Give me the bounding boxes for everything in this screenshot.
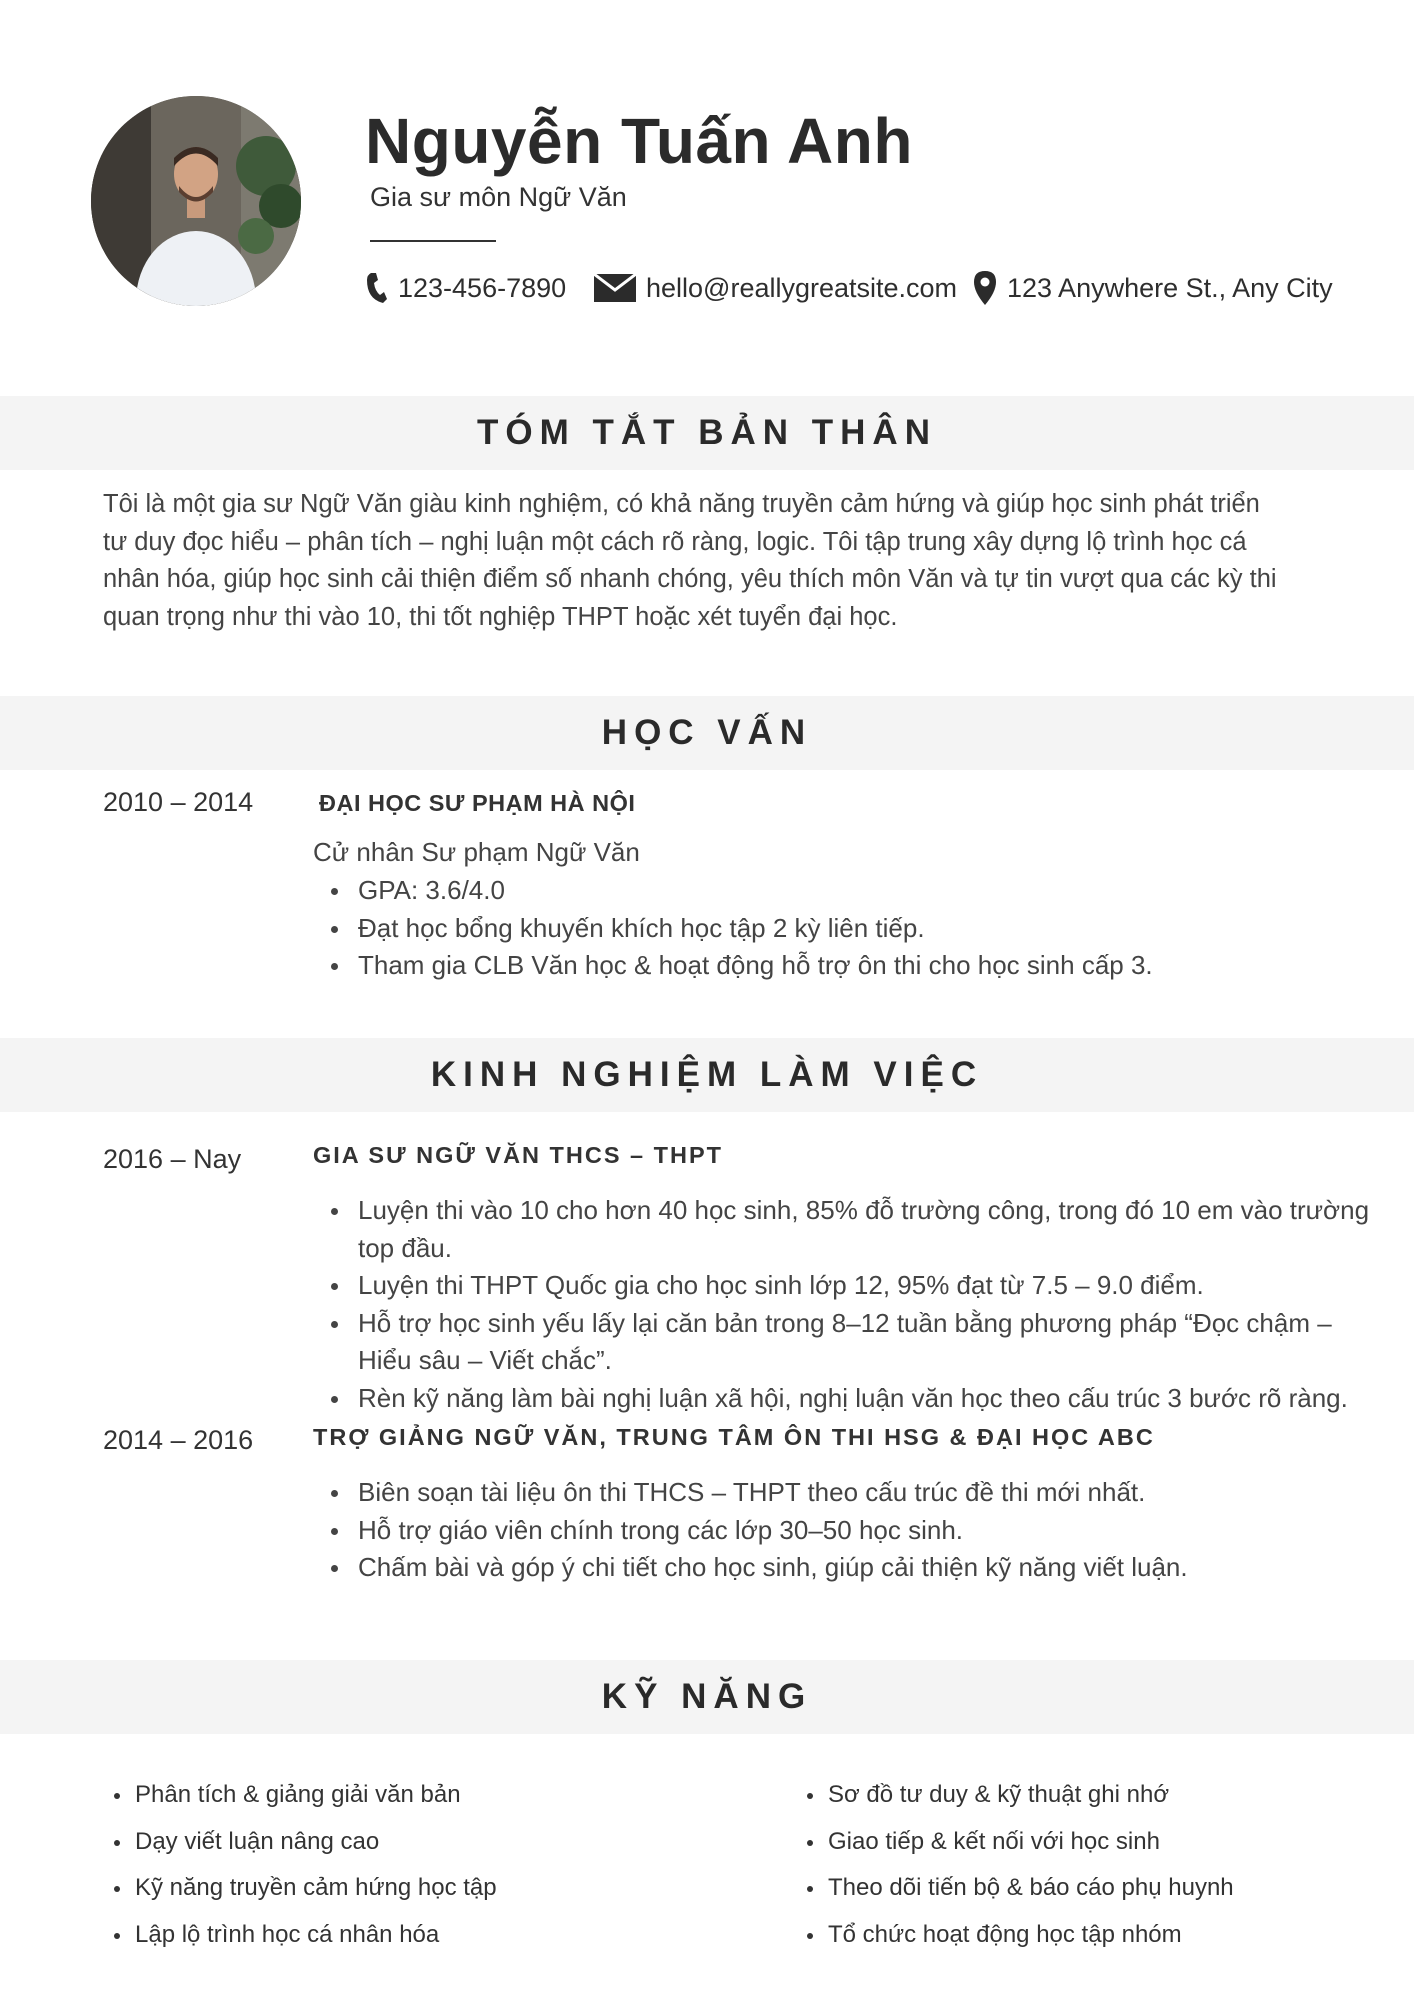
education-period: 2010 – 2014 (103, 787, 254, 817)
skill-item: Sơ đồ tư duy & kỹ thuật ghi nhớ (801, 1772, 1234, 1819)
list-item: Đạt học bổng khuyến khích học tập 2 kỳ liên tiếp. (313, 910, 1363, 948)
list-item: Hỗ trợ giáo viên chính trong các lớp 30–50 học sinh. (313, 1512, 1393, 1550)
skill-item: Kỹ năng truyền cảm hứng học tập (108, 1865, 497, 1912)
skill-item: Dạy viết luận nâng cao (108, 1819, 497, 1866)
list-item: Luyện thi THPT Quốc gia cho học sinh lớp 12, 95% đạt từ 7.5 – 9.0 điểm. (313, 1267, 1393, 1305)
list-item: Biên soạn tài liệu ôn thi THCS – THPT theo cấu trúc đề thi mới nhất. (313, 1474, 1393, 1512)
list-item: Rèn kỹ năng làm bài nghị luận xã hội, nghị luận văn học theo cấu trúc 3 bước rõ ràng. (313, 1380, 1393, 1418)
skill-item: Lập lộ trình học cá nhân hóa (108, 1912, 497, 1959)
address-text: 123 Anywhere St., Any City (1007, 272, 1333, 303)
skills-list-right (801, 1772, 1234, 1958)
section-experience-header (0, 1038, 1414, 1112)
summary-line: quan trọng như thi vào 10, thi tốt nghiệp THPT hoặc xét tuyển đại học. (103, 602, 898, 631)
experience-title: GIA SƯ NGỮ VĂN THCS – THPT (313, 1142, 724, 1168)
title-divider (370, 240, 496, 242)
section-heading: KINH NGHIỆM LÀM VIỆC (430, 1055, 984, 1094)
email-address: hello@reallygreatsite.com (646, 272, 958, 303)
phone-icon (366, 272, 388, 304)
mail-icon (594, 274, 636, 302)
experience-details (313, 1474, 1393, 1587)
skills-list-left (108, 1772, 497, 1958)
list-item: Chấm bài và góp ý chi tiết cho học sinh, giúp cải thiện kỹ năng viết luận. (313, 1549, 1393, 1587)
education-school: ĐẠI HỌC SƯ PHẠM HÀ NỘI (319, 790, 636, 816)
experience-details (313, 1192, 1393, 1417)
summary-paragraph (103, 486, 1303, 636)
skill-item: Theo dõi tiến bộ & báo cáo phụ huynh (801, 1865, 1234, 1912)
skill-item: Giao tiếp & kết nối với học sinh (801, 1819, 1234, 1866)
list-item: Hỗ trợ học sinh yếu lấy lại căn bản trong 8–12 tuần bằng phương pháp “Đọc chậm – Hiểu sâu – Viết chắc”. (313, 1305, 1393, 1380)
skill-item: Tổ chức hoạt động học tập nhóm (801, 1912, 1234, 1959)
profile-photo (91, 96, 301, 306)
contact-phone (366, 270, 566, 306)
skill-item: Phân tích & giảng giải văn bản (108, 1772, 497, 1819)
portrait-image (91, 96, 301, 306)
education-details (313, 872, 1363, 985)
summary-line: Tôi là một gia sư Ngữ Văn giàu kinh nghiệm, có khả năng truyền cảm hứng và giúp học sinh phát triển (103, 490, 1260, 518)
section-heading: TÓM TẮT BẢN THÂN (476, 413, 937, 452)
phone-number: 123-456-7890 (398, 272, 567, 303)
list-item: Tham gia CLB Văn học & hoạt động hỗ trợ ôn thi cho học sinh cấp 3. (313, 947, 1363, 985)
contact-email (594, 270, 957, 306)
summary-line: tư duy đọc hiểu – phân tích – nghị luận một cách rõ ràng, logic. Tôi tập trung xây dựng lộ trình học cá (103, 527, 1247, 556)
section-education-header (0, 696, 1414, 770)
education-degree: Cử nhân Sư phạm Ngữ Văn (313, 837, 640, 867)
candidate-name: Nguyễn Tuấn Anh (365, 105, 913, 177)
location-pin-icon (973, 270, 997, 306)
section-summary-header (0, 396, 1414, 470)
experience-period: 2014 – 2016 (103, 1425, 254, 1455)
summary-line: nhân hóa, giúp học sinh cải thiện điểm số nhanh chóng, yêu thích môn Văn và tự tin vượt qua các kỳ thi (103, 565, 1277, 593)
experience-title: TRỢ GIẢNG NGỮ VĂN, TRUNG TÂM ÔN THI HSG & ĐẠI HỌC ABC (313, 1424, 1155, 1450)
section-heading: KỸ NĂNG (601, 1677, 813, 1716)
candidate-title: Gia sư môn Ngữ Văn (370, 182, 627, 212)
list-item: Luyện thi vào 10 cho hơn 40 học sinh, 85% đỗ trường công, trong đó 10 em vào trường top đầu. (313, 1192, 1393, 1267)
section-skills-header (0, 1660, 1414, 1734)
section-heading: HỌC VẤN (601, 713, 813, 752)
contact-address (973, 270, 1333, 306)
list-item: GPA: 3.6/4.0 (313, 872, 1363, 910)
experience-period: 2016 – Nay (103, 1144, 242, 1174)
